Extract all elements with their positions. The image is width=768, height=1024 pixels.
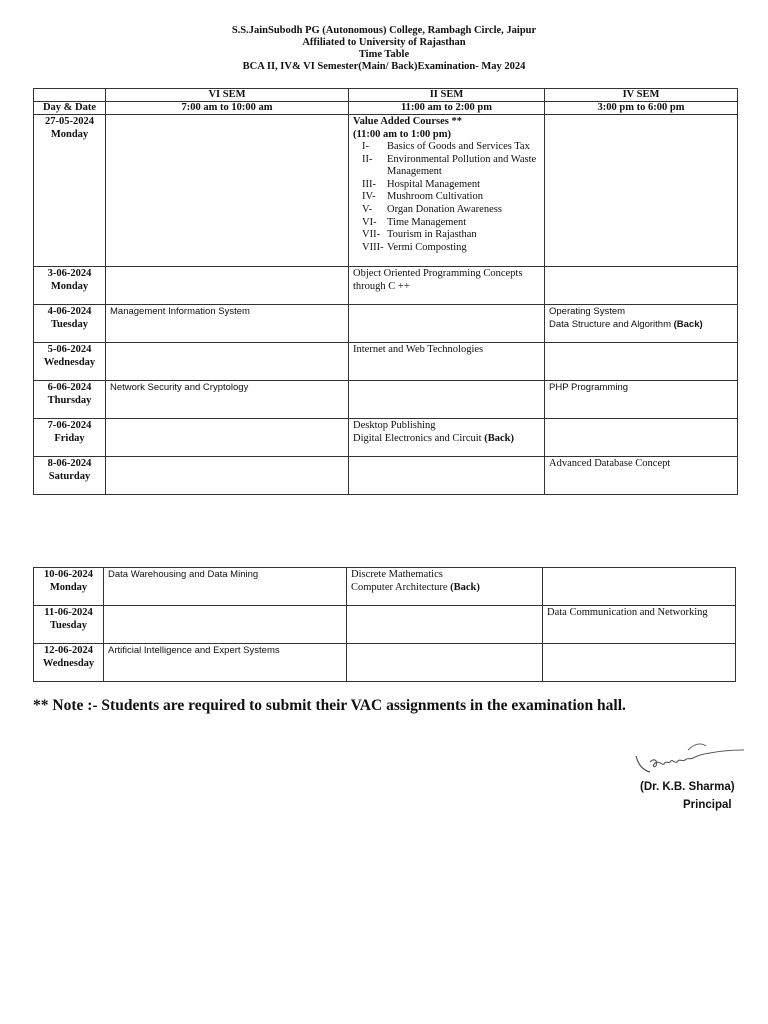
vac-num: III- bbox=[362, 178, 376, 190]
row-day: Monday bbox=[50, 280, 89, 292]
affiliation: Affiliated to University of Rajasthan bbox=[302, 37, 466, 48]
table-row bbox=[34, 267, 738, 305]
row-date: 10-06-2024 bbox=[44, 569, 93, 580]
row-date: 12-06-2024 bbox=[44, 645, 93, 656]
header-ii-time: 11:00 am to 2:00 pm bbox=[349, 102, 545, 115]
doc-title: Time Table bbox=[358, 49, 410, 60]
list-item bbox=[353, 217, 540, 230]
vac-num: VII- bbox=[362, 229, 381, 241]
iv-subject-2-label: Data Structure and Algorithm bbox=[549, 318, 671, 330]
iv-cell bbox=[545, 419, 738, 457]
vac-course: Basics of Goods and Services Tax bbox=[387, 141, 530, 152]
row-date: 8-06-2024 bbox=[47, 458, 92, 469]
date-cell bbox=[34, 568, 104, 606]
iv-cell bbox=[545, 267, 738, 305]
ii-cell: Object Oriented Programming Concepts through C ++ bbox=[349, 267, 545, 305]
ii-cell bbox=[347, 606, 543, 644]
row-day: Wednesday bbox=[42, 657, 95, 669]
vi-cell bbox=[106, 267, 349, 305]
signature-image bbox=[628, 738, 748, 780]
ii-subject-2-label: Digital Electronics and Circuit bbox=[353, 432, 482, 444]
table-row bbox=[34, 419, 738, 457]
row-day: Friday bbox=[54, 432, 85, 444]
header-ii-sem: II SEM bbox=[349, 89, 545, 102]
iv-subject: Operating System bbox=[549, 306, 626, 317]
date-cell bbox=[34, 644, 104, 682]
iv-cell: PHP Programming bbox=[545, 381, 738, 419]
ii-cell bbox=[349, 419, 545, 457]
vac-course: Mushroom Cultivation bbox=[387, 191, 483, 203]
date-cell bbox=[34, 343, 106, 381]
row-date: 3-06-2024 bbox=[47, 268, 92, 279]
iv-cell bbox=[545, 305, 738, 343]
ii-subject-2 bbox=[353, 433, 540, 446]
back-tag: (Back) bbox=[673, 318, 703, 330]
ii-cell bbox=[349, 305, 545, 343]
row-date: 6-06-2024 bbox=[47, 382, 92, 393]
table-row bbox=[34, 606, 736, 644]
iv-cell: Advanced Database Concept bbox=[545, 457, 738, 495]
row-day: Monday bbox=[49, 581, 88, 593]
iv-cell bbox=[543, 644, 736, 682]
vac-num: I- bbox=[362, 141, 369, 152]
back-tag: (Back) bbox=[484, 432, 514, 444]
vac-course: Environmental Pollution and Waste Management bbox=[387, 153, 537, 178]
back-tag: (Back) bbox=[450, 581, 480, 593]
ii-cell bbox=[347, 644, 543, 682]
header-blank bbox=[34, 89, 106, 102]
row-day: Monday bbox=[50, 128, 89, 140]
list-item bbox=[353, 179, 540, 192]
vi-cell bbox=[106, 115, 349, 267]
list-item bbox=[353, 141, 540, 154]
signatory-title: Principal bbox=[683, 799, 732, 811]
header-iv-sem: IV SEM bbox=[545, 89, 738, 102]
vi-cell bbox=[106, 457, 349, 495]
row-day: Wednesday bbox=[43, 356, 96, 368]
table-row bbox=[34, 381, 738, 419]
vi-cell: Data Warehousing and Data Mining bbox=[104, 568, 347, 606]
vi-cell: Network Security and Cryptology bbox=[106, 381, 349, 419]
table-row bbox=[34, 457, 738, 495]
date-cell bbox=[34, 419, 106, 457]
exam-title: BCA II, IV& VI Semester(Main/ Back)Examination- May 2024 bbox=[242, 61, 526, 72]
date-cell bbox=[34, 115, 106, 267]
signatory-name: (Dr. K.B. Sharma) bbox=[640, 781, 735, 793]
iv-cell bbox=[545, 115, 738, 267]
table-row bbox=[34, 115, 738, 267]
table-row bbox=[34, 305, 738, 343]
row-date: 5-06-2024 bbox=[47, 344, 92, 355]
vac-course: Time Management bbox=[387, 216, 467, 228]
row-day: Thursday bbox=[47, 394, 92, 406]
ii-cell: Internet and Web Technologies bbox=[349, 343, 545, 381]
row-day: Tuesday bbox=[51, 318, 88, 330]
iv-subject-2 bbox=[549, 319, 733, 332]
timetable-main bbox=[33, 88, 738, 495]
header-row bbox=[34, 89, 738, 102]
vac-course: Vermi Composting bbox=[387, 241, 467, 253]
ii-cell bbox=[347, 568, 543, 606]
vac-num: VIII- bbox=[362, 241, 384, 253]
iv-cell: Data Communication and Networking bbox=[543, 606, 736, 644]
vac-time: (11:00 am to 1:00 pm) bbox=[353, 128, 451, 140]
vac-course: Organ Donation Awareness bbox=[387, 203, 502, 215]
table-row bbox=[34, 568, 736, 606]
timetable-continued bbox=[33, 567, 736, 682]
table-row bbox=[34, 644, 736, 682]
list-item bbox=[353, 242, 540, 255]
row-date: 7-06-2024 bbox=[47, 420, 92, 431]
list-item bbox=[353, 154, 540, 179]
date-cell bbox=[34, 606, 104, 644]
vi-cell: Management Information System bbox=[106, 305, 349, 343]
vac-course: Hospital Management bbox=[387, 178, 481, 190]
vac-note: ** Note :- Students are required to submit their VAC assignments in the examination hall. bbox=[33, 697, 626, 714]
header-day-date: Day & Date bbox=[34, 102, 106, 115]
list-item bbox=[353, 191, 540, 204]
vi-cell bbox=[104, 606, 347, 644]
vac-num: II- bbox=[362, 153, 373, 165]
iv-cell bbox=[545, 343, 738, 381]
header-vi-time: 7:00 am to 10:00 am bbox=[106, 102, 349, 115]
ii-cell bbox=[349, 457, 545, 495]
vac-num: VI- bbox=[362, 216, 377, 228]
vac-num: V- bbox=[362, 203, 373, 215]
vac-list bbox=[353, 141, 540, 254]
header-vi-sem: VI SEM bbox=[106, 89, 349, 102]
ii-cell bbox=[349, 381, 545, 419]
date-cell bbox=[34, 381, 106, 419]
ii-cell bbox=[349, 115, 545, 267]
vi-cell bbox=[106, 343, 349, 381]
ii-subject-2-label: Computer Architecture bbox=[351, 581, 448, 593]
row-date: 11-06-2024 bbox=[44, 607, 93, 618]
vac-title: Value Added Courses ** bbox=[353, 116, 463, 127]
header-time-row bbox=[34, 102, 738, 115]
header-iv-time: 3:00 pm to 6:00 pm bbox=[545, 102, 738, 115]
college-name: S.S.JainSubodh PG (Autonomous) College, Rambagh Circle, Jaipur bbox=[231, 25, 537, 36]
row-day: Saturday bbox=[48, 470, 91, 482]
ii-subject: Desktop Publishing bbox=[353, 420, 436, 431]
date-cell bbox=[34, 457, 106, 495]
list-item bbox=[353, 204, 540, 217]
table-row bbox=[34, 343, 738, 381]
vac-num: IV- bbox=[362, 191, 376, 203]
date-cell bbox=[34, 267, 106, 305]
vi-cell bbox=[106, 419, 349, 457]
vi-cell: Artificial Intelligence and Expert Systems bbox=[104, 644, 347, 682]
row-date: 27-05-2024 bbox=[45, 116, 94, 127]
ii-subject: Discrete Mathematics bbox=[351, 569, 443, 580]
document-header bbox=[0, 25, 768, 73]
ii-subject-2 bbox=[351, 582, 538, 595]
vac-course: Tourism in Rajasthan bbox=[387, 229, 477, 241]
row-day: Tuesday bbox=[50, 619, 87, 631]
date-cell bbox=[34, 305, 106, 343]
row-date: 4-06-2024 bbox=[47, 306, 92, 317]
list-item bbox=[353, 229, 540, 242]
iv-cell bbox=[543, 568, 736, 606]
